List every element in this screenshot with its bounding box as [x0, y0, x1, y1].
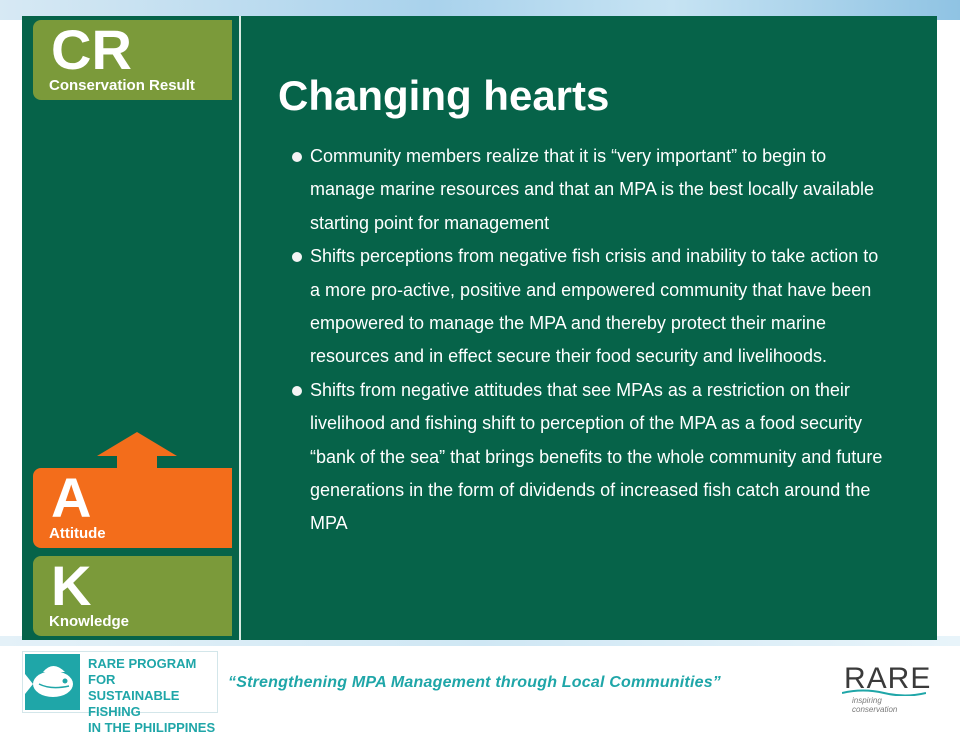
badge-label: Attitude: [49, 525, 106, 542]
up-arrow-icon: [97, 432, 177, 468]
bullet-text: Shifts from negative attitudes that see MPAs as a restriction on their livelihood and fishing shift to perception of the MPA as a food security “bank of the sea” that brings benefits to the whole community and future generations in the form of dividends of increased fish catch around the MPA: [310, 379, 883, 534]
badge-label: Knowledge: [49, 613, 130, 630]
rare-logo-word: RARE: [844, 662, 932, 695]
badge-label: Conservation Result: [49, 77, 195, 94]
bullet-icon: [292, 386, 302, 396]
bullet-text: Shifts perceptions from negative fish crisis and inability to take action to a more pro-active, positive and empowered community that have been empowered to manage the MPA and thereby protect their marine resources and in effect secure their food security and livelihoods.: [310, 246, 879, 367]
knowledge-badge: [33, 556, 232, 636]
bullet-icon: [292, 152, 302, 162]
program-logo: [22, 651, 218, 735]
bullet-item: [290, 140, 890, 240]
bullet-item: [290, 240, 890, 374]
badge-letter: CR: [51, 18, 132, 81]
attitude-badge: [33, 468, 232, 548]
conservation-result-badge: [33, 20, 232, 100]
bullet-icon: [292, 252, 302, 262]
wave-icon: [842, 688, 926, 696]
badge-letter: A: [51, 466, 92, 529]
bullet-item: [290, 374, 890, 541]
bullet-list: [290, 140, 890, 541]
rare-logo-subtitle: inspiring conservation: [852, 696, 898, 714]
slide-title: Changing hearts: [278, 72, 610, 119]
program-logo-text: RARE PROGRAM FOR SUSTAINABLE FISHING IN THE PHILIPPINES: [88, 656, 216, 735]
fish-icon: [25, 654, 80, 710]
rare-logo: [838, 660, 932, 714]
badge-letter: K: [51, 554, 92, 617]
bullet-text: Community members realize that it is “very important” to begin to manage marine resources and that an MPA is the best locally available starting point for management: [310, 146, 874, 233]
footer-tagline: “Strengthening MPA Management through Local Communities”: [228, 674, 721, 691]
column-divider: [239, 16, 241, 640]
